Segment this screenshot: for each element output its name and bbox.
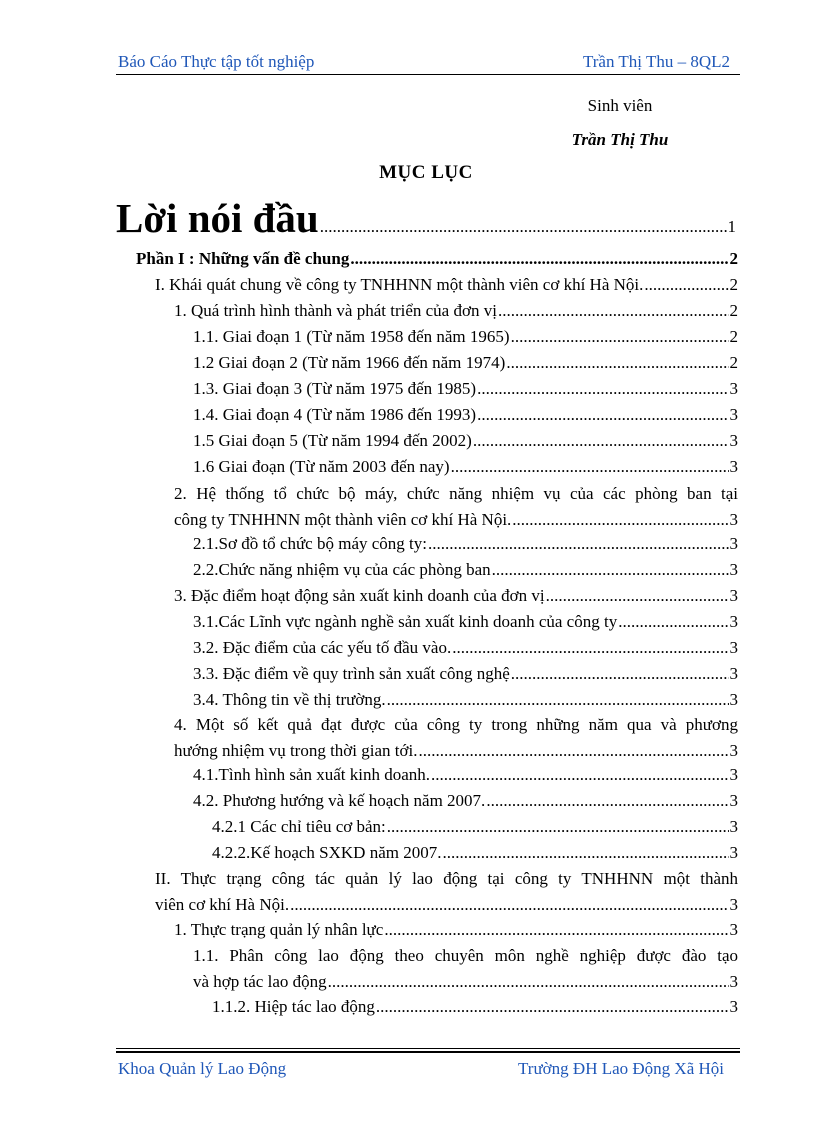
toc-leader-dots	[418, 738, 728, 764]
toc-page-number: 2	[729, 327, 738, 346]
toc-entry-section-II[interactable]	[155, 866, 738, 918]
toc-entry-text: 3. Đặc điểm hoạt động sản xuất kinh doanh của đơn vị	[174, 586, 545, 605]
toc-leader-dots	[498, 298, 729, 324]
toc-entry-2-1[interactable]	[193, 531, 738, 557]
toc-entry-II-1-1[interactable]	[193, 943, 738, 995]
toc-entry-first-line: 1.1. Phân công lao động theo chuyên môn nghề nghiệp được đào tạo	[193, 946, 738, 965]
toc-entry-text: 4.2. Phương hướng và kế hoạch năm 2007.	[193, 791, 486, 810]
signer-name: Trần Thị Thu	[571, 130, 669, 149]
toc-entry-text: 1.6 Giai đoạn (Từ năm 2003 đến nay)	[193, 457, 450, 476]
toc-page-number: 3	[729, 534, 738, 553]
footer-rule	[116, 1048, 740, 1049]
toc-entry-text: Lời nói đầu	[116, 195, 319, 241]
toc-entry-2[interactable]	[174, 481, 738, 533]
toc-leader-dots	[452, 635, 728, 661]
toc-leader-dots	[328, 969, 729, 995]
toc-leader-dots	[431, 762, 728, 788]
toc-page-number: 3	[729, 843, 738, 862]
toc-page-number: 3	[729, 997, 738, 1016]
toc-leader-dots	[451, 454, 729, 480]
toc-leader-dots	[511, 324, 729, 350]
toc-leader-dots	[290, 892, 728, 918]
toc-entry-4-2[interactable]	[193, 788, 738, 814]
toc-entry-text: 3.4. Thông tin về thị trường.	[193, 690, 386, 709]
footer-university: Trường ĐH Lao Động Xã Hội	[518, 1059, 724, 1078]
toc-entry-1-3[interactable]	[193, 376, 738, 402]
toc-leader-dots	[512, 507, 728, 533]
toc-entry-4-1[interactable]	[193, 762, 738, 788]
toc-page-number: 3	[729, 765, 738, 784]
toc-page-number: 3	[729, 972, 738, 991]
toc-leader-dots	[644, 272, 728, 298]
toc-entry-3-3[interactable]	[193, 661, 738, 687]
toc-entry-1-5[interactable]	[193, 428, 738, 454]
toc-entry-first-line: 4. Một số kết quả đạt được của công ty trong những năm qua và phương	[174, 715, 738, 734]
toc-entry-text: 1.3. Giai đoạn 3 (Từ năm 1975 đến 1985)	[193, 379, 477, 398]
toc-page-number: 3	[729, 510, 738, 529]
toc-entry-text: 1.1.2. Hiệp tác lao động	[212, 997, 375, 1016]
toc-entry-3-2[interactable]	[193, 635, 738, 661]
toc-leader-dots	[477, 376, 728, 402]
toc-page-number: 3	[729, 612, 738, 631]
toc-entry-3[interactable]	[174, 583, 738, 609]
toc-entry-first-line: II. Thực trạng công tác quản lý lao động tại công ty TNHHNN một thành	[155, 869, 738, 888]
toc-entry-1[interactable]	[174, 298, 738, 324]
toc-entry-text: 1.1. Giai đoạn 1 (Từ năm 1958 đến năm 1965)	[193, 327, 510, 346]
toc-leader-dots	[387, 814, 729, 840]
toc-page-number: 3	[729, 741, 738, 760]
toc-leader-dots	[486, 788, 728, 814]
toc-page-number: 1	[727, 217, 736, 236]
toc-entry-text: 1. Thực trạng quản lý nhân lực	[174, 920, 384, 939]
toc-entry-text: 3.1.Các Lĩnh vực ngành nghề sản xuất kinh doanh của công ty	[193, 612, 618, 631]
toc-title: MỤC LỤC	[379, 162, 473, 183]
toc-page-number: 3	[729, 586, 738, 605]
toc-page-number: 3	[729, 405, 738, 424]
toc-entry-3-4[interactable]	[193, 687, 738, 713]
toc-entry-text: công ty TNHHNN một thành viên cơ khí Hà Nội.	[174, 510, 512, 529]
toc-page-number: 3	[729, 431, 738, 450]
toc-page-number: 2	[729, 275, 738, 294]
header-report-title: Báo Cáo Thực tập tốt nghiệp	[118, 52, 315, 71]
signer-role: Sinh viên	[587, 96, 653, 115]
toc-entry-4-2-2[interactable]	[212, 840, 738, 866]
toc-page-number: 2	[729, 301, 738, 320]
toc-page-number: 3	[729, 895, 738, 914]
toc-leader-dots	[546, 583, 729, 609]
toc-page-number: 3	[729, 379, 738, 398]
toc-page-number: 3	[729, 457, 738, 476]
toc-entry-text: 4.1.Tình hình sản xuất kinh doanh.	[193, 765, 431, 784]
toc-leader-dots	[376, 994, 729, 1020]
toc-page-number: 3	[729, 560, 738, 579]
toc-entry-text: 3.3. Đặc điểm về quy trình sản xuất công nghệ	[193, 664, 510, 683]
toc-entry-text: và hợp tác lao động	[193, 972, 327, 991]
toc-entry-text: I. Khái quát chung về công ty TNHHNN một thành viên cơ khí Hà Nội.	[155, 275, 644, 294]
toc-leader-dots	[473, 428, 729, 454]
toc-entry-1-4[interactable]	[193, 402, 738, 428]
toc-page-number: 2	[729, 249, 738, 268]
toc-entry-1-2[interactable]	[193, 350, 738, 376]
toc-page-number: 3	[729, 920, 738, 939]
toc-leader-dots	[511, 661, 729, 687]
toc-entry-part-1[interactable]	[136, 246, 738, 272]
toc-entry-text: 1.4. Giai đoạn 4 (Từ năm 1986 đến 1993)	[193, 405, 477, 424]
toc-page-number: 3	[729, 638, 738, 657]
toc-entry-text: 3.2. Đặc điểm của các yếu tố đầu vào.	[193, 638, 452, 657]
toc-leader-dots	[492, 557, 729, 583]
toc-leader-dots	[350, 246, 728, 272]
toc-leader-dots	[320, 214, 727, 240]
toc-leader-dots	[506, 350, 728, 376]
toc-page-number: 3	[729, 817, 738, 836]
toc-entry-text: 1.5 Giai đoạn 5 (Từ năm 1994 đến 2002)	[193, 431, 472, 450]
toc-leader-dots	[384, 917, 728, 943]
toc-entry-text: 2.1.Sơ đồ tổ chức bộ máy công ty:	[193, 534, 427, 553]
toc-entry-4[interactable]	[174, 712, 738, 764]
toc-entry-3-1[interactable]	[193, 609, 738, 635]
page-footer	[116, 1048, 740, 1081]
toc-leader-dots	[387, 687, 729, 713]
page-header	[116, 50, 740, 75]
toc-leader-dots	[428, 531, 729, 557]
toc-entry-text: Phần I : Những vấn đề chung	[136, 249, 350, 268]
toc-entry-first-line: 2. Hệ thống tổ chức bộ máy, chức năng nhiệm vụ của các phòng ban tại	[174, 484, 738, 503]
toc-entry-II-1[interactable]	[174, 917, 738, 943]
toc-entry-section-I[interactable]	[155, 272, 738, 298]
footer-faculty: Khoa Quản lý Lao Động	[118, 1059, 287, 1078]
toc-page-number: 3	[729, 791, 738, 810]
toc-entry-text: 1. Quá trình hình thành và phát triển của đơn vị	[174, 301, 497, 320]
toc-entry-preface[interactable]	[116, 196, 736, 240]
toc-entry-text: 1.2 Giai đoạn 2 (Từ năm 1966 đến năm 1974)	[193, 353, 506, 372]
toc-page-number: 2	[729, 353, 738, 372]
toc-entry-text: 2.2.Chức năng nhiệm vụ của các phòng ban	[193, 560, 491, 579]
toc-entry-text: 4.2.1 Các chỉ tiêu cơ bản:	[212, 817, 386, 836]
toc-entry-4-2-1[interactable]	[212, 814, 738, 840]
toc-page-number: 3	[729, 690, 738, 709]
toc-entry-text: hướng nhiệm vụ trong thời gian tới.	[174, 741, 418, 760]
toc-leader-dots	[442, 840, 728, 866]
toc-entry-text: 4.2.2.Kế hoạch SXKD năm 2007.	[212, 843, 442, 862]
toc-entry-1-6[interactable]	[193, 454, 738, 480]
toc-entry-text: viên cơ khí Hà Nội.	[155, 895, 290, 914]
header-author: Trần Thị Thu – 8QL2	[582, 52, 730, 71]
toc-entry-1-1[interactable]	[193, 324, 738, 350]
toc-entry-II-1-1-2[interactable]	[212, 994, 738, 1020]
toc-leader-dots	[618, 609, 728, 635]
toc-page-number: 3	[729, 664, 738, 683]
toc-leader-dots	[477, 402, 728, 428]
toc-entry-2-2[interactable]	[193, 557, 738, 583]
